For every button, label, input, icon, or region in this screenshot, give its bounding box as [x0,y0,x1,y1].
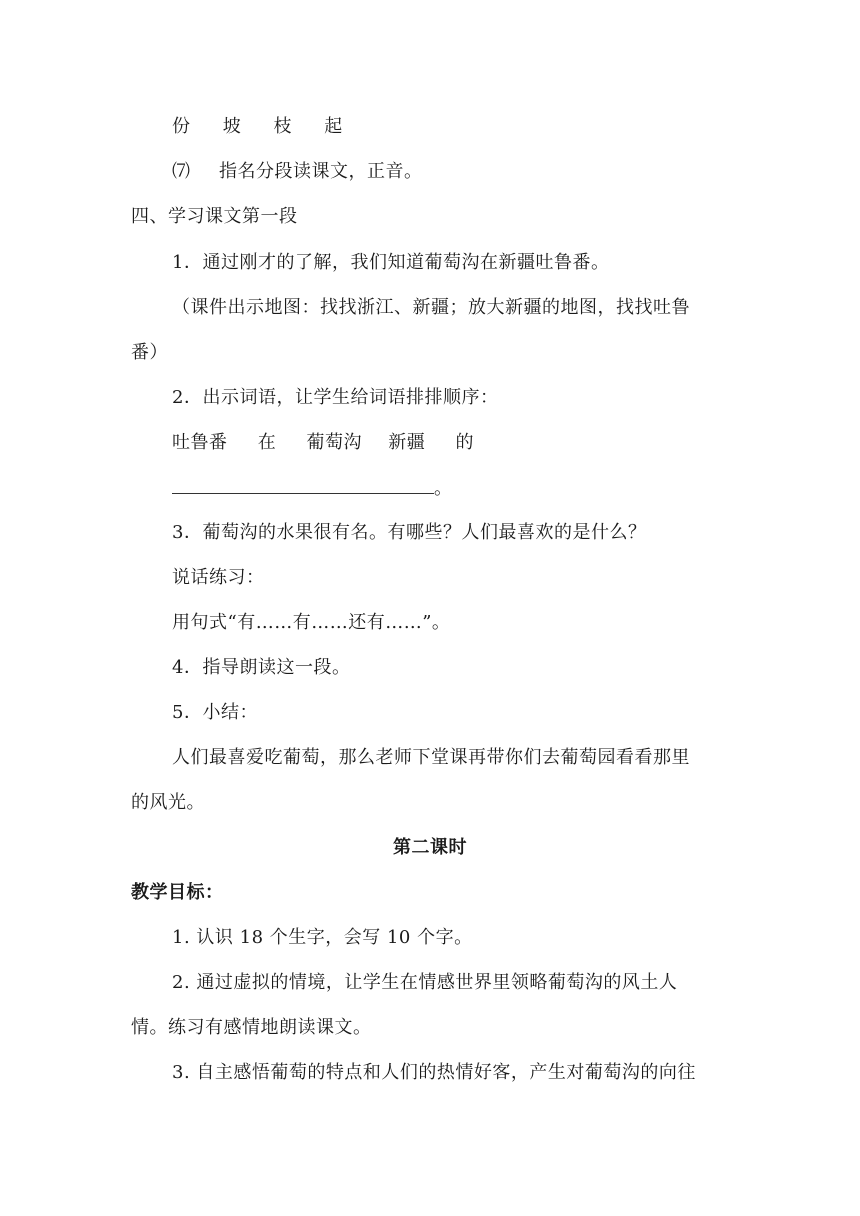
word: 吐鲁番 [172,432,228,453]
summary-cont: 的风光。 [131,792,205,813]
word-order-line [172,432,474,454]
paragraph-1-note-cont: 番） [131,342,168,363]
answer-blank-line [172,477,453,500]
goal-3: 3. 自主感悟葡萄的特点和人们的热情好客，产生对葡萄沟的向往 [172,1062,696,1083]
char: 起 [324,116,343,137]
speaking-practice: 说话练习： [172,567,265,588]
paragraph-1: 1．通过刚才的了解，我们知道葡萄沟在新疆吐鲁番。 [172,252,610,273]
answer-blank [172,477,434,494]
char: 枝 [273,116,292,137]
blank-end-mark: 。 [434,478,453,499]
char: 坡 [222,116,242,137]
paragraph-3: 3．葡萄沟的水果很有名。有哪些？人们最喜欢的是什么？ [172,522,647,543]
paragraph-5: 5．小结： [172,702,258,723]
summary: 人们最喜爱吃葡萄，那么老师下堂课再带你们去葡萄园看看那里 [172,747,690,768]
word: 在 [257,432,277,453]
step-7-text: 指名分段读课文，正音。 [218,161,423,182]
sentence-pattern: 用句式“有……有……还有……”。 [172,612,451,633]
goal-2: 2. 通过虚拟的情境，让学生在情感世界里领略葡萄沟的风土人 [172,972,678,993]
word: 新疆 [388,432,426,453]
goal-1: 1. 认识 18 个生字，会写 10 个字。 [172,927,473,948]
lesson-title: 第二课时 [393,837,467,858]
step-7-number: ⑺ [172,161,191,182]
paragraph-4: 4．指导朗读这一段。 [172,657,351,678]
word: 葡萄沟 [306,432,362,453]
section-heading: 四、学习课文第一段 [131,206,298,227]
goals-heading: 教学目标： [131,882,224,903]
word: 的 [455,432,474,453]
paragraph-1-note: （课件出示地图：找找浙江、新疆；放大新疆的地图，找找吐鲁 [172,297,690,318]
goal-2-cont: 情。练习有感情地朗读课文。 [131,1017,372,1038]
paragraph-2: 2．出示词语，让学生给词语排排顺序： [172,387,499,408]
step-7-line [172,161,422,183]
new-characters-line [172,116,343,138]
char: 份 [172,116,191,137]
